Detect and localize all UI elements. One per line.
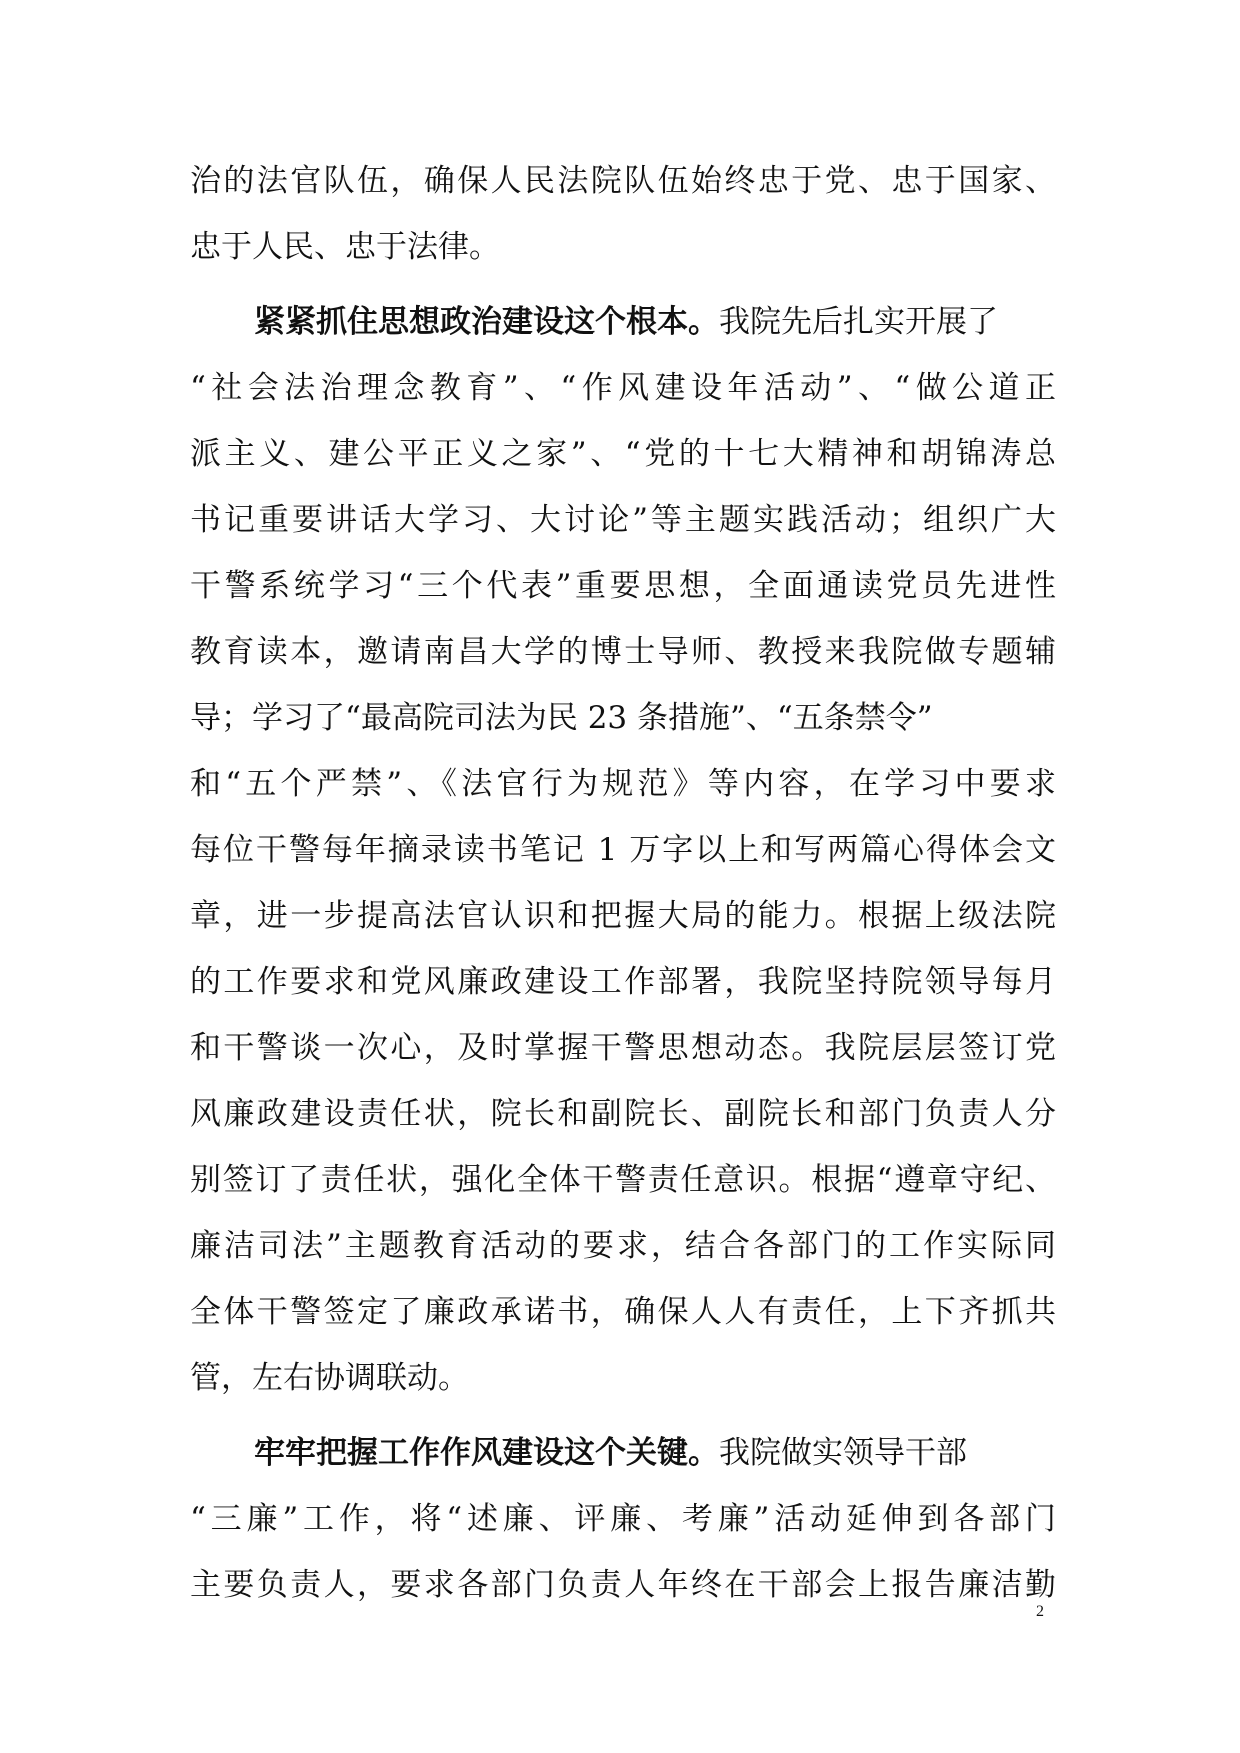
section-1-line: 和干警谈一次心，及时掌握干警思想动态。我院层层签订党 — [190, 1030, 1056, 1066]
section-1-line: 干警系统学习“三个代表”重要思想，全面通读党员先进性 — [190, 568, 1056, 604]
section-2-line: 主要负责人，要求各部门负责人年终在干部会上报告廉洁勤 — [190, 1567, 1056, 1603]
section-1-heading: 紧紧抓住思想政治建设这个根本。 — [254, 304, 719, 340]
section-1-first-line — [190, 289, 1056, 355]
section-1-line: 别签订了责任状，强化全体干警责任意识。根据“遵章守纪、 — [190, 1162, 1056, 1198]
section-1-line: 和“五个严禁”、《法官行为规范》等内容，在学习中要求 — [190, 766, 1056, 802]
section-1-line: 派主义、建公平正义之家”、“党的十七大精神和胡锦涛总 — [190, 436, 1056, 472]
section-1-line: 每位干警每年摘录读书笔记 1 万字以上和写两篇心得体会文 — [190, 832, 1056, 868]
section-2-line: “三廉”工作，将“述廉、评廉、考廉”活动延伸到各部门 — [190, 1501, 1056, 1537]
section-2-heading: 牢牢把握工作作风建设这个关键。 — [254, 1435, 719, 1471]
section-1-line: 全体干警签定了廉政承诺书，确保人人有责任，上下齐抓共 — [190, 1294, 1056, 1330]
section-1-line: 导；学习了“最高院司法为民 23 条措施”、“五条禁令” — [190, 700, 933, 736]
section-1-line: 廉洁司法”主题教育活动的要求，结合各部门的工作实际同 — [190, 1228, 1056, 1264]
section-1-line: 章，进一步提高法官认识和把握大局的能力。根据上级法院 — [190, 898, 1056, 934]
page-number: 2 — [1036, 1603, 1044, 1620]
carryover-line-1: 治的法官队伍，确保人民法院队伍始终忠于党、忠于国家、 — [190, 163, 1056, 199]
document-body — [190, 148, 1056, 1618]
section-1-line: 书记重要讲话大学习、大讨论”等主题实践活动；组织广大 — [190, 502, 1056, 538]
section-2-first-line-text: 我院做实领导干部 — [719, 1435, 967, 1471]
section-1-line: 管，左右协调联动。 — [190, 1360, 469, 1396]
section-2-first-line — [190, 1420, 1056, 1486]
section-1-line: 风廉政建设责任状，院长和副院长、副院长和部门负责人分 — [190, 1096, 1056, 1132]
carryover-line-2: 忠于人民、忠于法律。 — [190, 229, 500, 265]
section-1-line: “社会法治理念教育”、“作风建设年活动”、“做公道正 — [190, 370, 1056, 406]
section-1-first-line-text: 我院先后扎实开展了 — [719, 304, 998, 340]
section-1-line: 的工作要求和党风廉政建设工作部署，我院坚持院领导每月 — [190, 964, 1056, 1000]
section-1-line: 教育读本，邀请南昌大学的博士导师、教授来我院做专题辅 — [190, 634, 1056, 670]
